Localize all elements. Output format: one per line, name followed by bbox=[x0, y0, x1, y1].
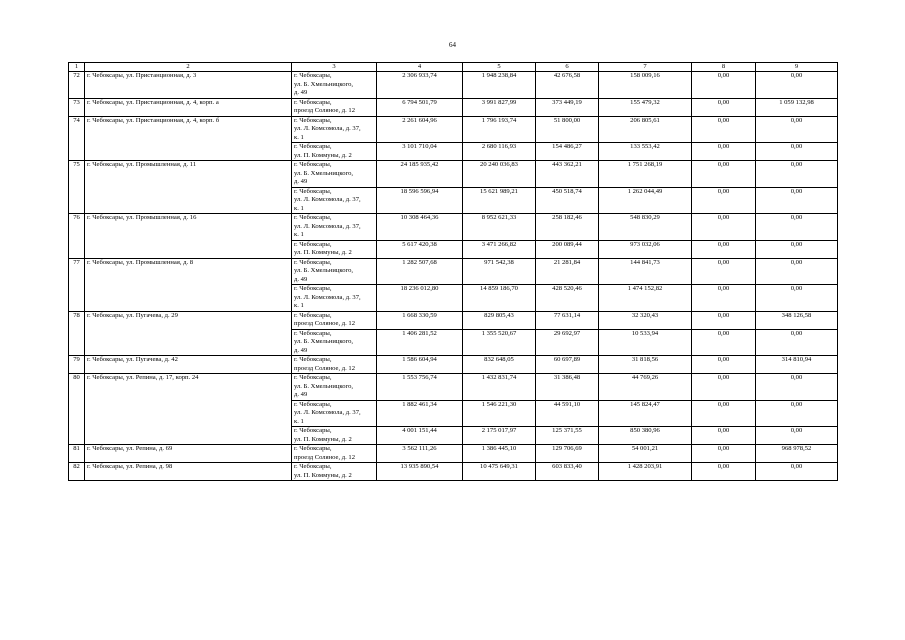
row-number: 76 bbox=[69, 214, 85, 259]
table-row bbox=[69, 116, 838, 143]
value-cell: 0,00 bbox=[692, 463, 756, 481]
value-cell: 443 362,21 bbox=[536, 161, 599, 188]
address-line: д. 49 bbox=[294, 391, 308, 398]
value-cell: 77 631,14 bbox=[536, 311, 599, 329]
address-line: г. Чебоксары, bbox=[294, 356, 332, 363]
value-cell: 0,00 bbox=[756, 143, 838, 161]
value-cell: 0,00 bbox=[756, 374, 838, 401]
table-row bbox=[69, 463, 838, 481]
value-cell: 1 406 281,52 bbox=[377, 329, 463, 356]
address-line: к. 1 bbox=[294, 133, 304, 141]
value-cell: 1 751 268,19 bbox=[599, 161, 692, 188]
value-cell: 0,00 bbox=[756, 427, 838, 445]
column-header: 2 bbox=[85, 63, 292, 72]
value-cell: 0,00 bbox=[692, 116, 756, 143]
row-number: 73 bbox=[69, 98, 85, 116]
address-line: ул. Л. Комсомола, д. 37, bbox=[294, 196, 361, 203]
value-cell: 1 948 238,84 bbox=[463, 72, 536, 99]
source-address bbox=[292, 463, 377, 481]
source-address bbox=[292, 427, 377, 445]
address-line: г. Чебоксары, bbox=[294, 427, 332, 434]
value-cell: 1 428 203,91 bbox=[599, 463, 692, 481]
table-row bbox=[69, 214, 838, 241]
address-line: к. 1 bbox=[294, 204, 304, 212]
value-cell: 44 591,10 bbox=[536, 400, 599, 427]
value-cell: 258 182,46 bbox=[536, 214, 599, 241]
value-cell: 1 546 221,30 bbox=[463, 400, 536, 427]
row-number: 72 bbox=[69, 72, 85, 99]
value-cell: 0,00 bbox=[692, 285, 756, 312]
value-cell: 206 805,61 bbox=[599, 116, 692, 143]
value-cell: 971 542,38 bbox=[463, 258, 536, 285]
source-address bbox=[292, 214, 377, 241]
value-cell: 125 371,55 bbox=[536, 427, 599, 445]
object-address: г. Чебоксары, ул. Пристанционная, д. 4, корп. а bbox=[85, 98, 292, 116]
address-line: г. Чебоксары, bbox=[294, 258, 332, 266]
value-cell: 0,00 bbox=[756, 463, 838, 481]
address-line: проезд Соляное, д. 12 bbox=[294, 107, 356, 114]
address-line: д. 49 bbox=[294, 275, 308, 283]
value-cell: 133 553,42 bbox=[599, 143, 692, 161]
value-cell: 1 059 132,98 bbox=[756, 98, 838, 116]
value-cell: 973 032,06 bbox=[599, 240, 692, 258]
value-cell: 0,00 bbox=[692, 400, 756, 427]
table-row bbox=[69, 374, 838, 401]
table-body bbox=[69, 63, 838, 481]
value-cell: 0,00 bbox=[692, 187, 756, 214]
value-cell: 60 697,89 bbox=[536, 356, 599, 374]
value-cell: 1 262 044,49 bbox=[599, 187, 692, 214]
value-cell: 548 830,29 bbox=[599, 214, 692, 241]
value-cell: 51 800,00 bbox=[536, 116, 599, 143]
value-cell: 155 479,32 bbox=[599, 98, 692, 116]
value-cell: 29 692,97 bbox=[536, 329, 599, 356]
object-address: г. Чебоксары, ул. Промышленная, д. 11 bbox=[85, 161, 292, 214]
object-address: г. Чебоксары, ул. Репина, д. 69 bbox=[85, 445, 292, 463]
value-cell: 18 236 012,80 bbox=[377, 285, 463, 312]
address-line: ул. Л. Комсомола, д. 37, bbox=[294, 293, 361, 301]
address-line: ул. Л. Комсомола, д. 37, bbox=[294, 125, 361, 132]
value-cell: 20 240 036,83 bbox=[463, 161, 536, 188]
value-cell: 3 471 266,82 bbox=[463, 240, 536, 258]
source-address bbox=[292, 356, 377, 374]
value-cell: 832 648,05 bbox=[463, 356, 536, 374]
value-cell: 145 824,47 bbox=[599, 400, 692, 427]
value-cell: 144 841,73 bbox=[599, 258, 692, 285]
object-address: г. Чебоксары, ул. Пугачева, д. 29 bbox=[85, 311, 292, 356]
source-address bbox=[292, 374, 377, 401]
value-cell: 6 794 501,79 bbox=[377, 98, 463, 116]
value-cell: 3 101 710,04 bbox=[377, 143, 463, 161]
value-cell: 0,00 bbox=[692, 258, 756, 285]
value-cell: 10 533,94 bbox=[599, 329, 692, 356]
value-cell: 0,00 bbox=[692, 311, 756, 329]
table-row bbox=[69, 161, 838, 188]
address-line: проезд Соляное, д. 12 bbox=[294, 320, 356, 327]
address-line: ул. Б. Хмельницкого, bbox=[294, 338, 354, 345]
address-line: ул. Б. Хмельницкого, bbox=[294, 267, 354, 274]
header-row bbox=[69, 63, 838, 72]
value-cell: 1 882 461,34 bbox=[377, 400, 463, 427]
value-cell: 1 586 604,94 bbox=[377, 356, 463, 374]
address-line: г. Чебоксары, bbox=[294, 98, 332, 106]
column-header: 4 bbox=[377, 63, 463, 72]
object-address: г. Чебоксары, ул. Пристанционная, д. 3 bbox=[85, 72, 292, 99]
value-cell: 428 520,46 bbox=[536, 285, 599, 312]
value-cell: 31 818,56 bbox=[599, 356, 692, 374]
value-cell: 10 475 649,31 bbox=[463, 463, 536, 481]
address-line: г. Чебоксары, bbox=[294, 400, 332, 408]
value-cell: 4 001 151,44 bbox=[377, 427, 463, 445]
value-cell: 31 386,48 bbox=[536, 374, 599, 401]
object-address: г. Чебоксары, ул. Промышленная, д. 8 bbox=[85, 258, 292, 311]
address-line: проезд Соляное, д. 12 bbox=[294, 364, 356, 372]
row-number: 79 bbox=[69, 356, 85, 374]
value-cell: 968 978,52 bbox=[756, 445, 838, 463]
table-row bbox=[69, 98, 838, 116]
value-cell: 450 518,74 bbox=[536, 187, 599, 214]
value-cell: 0,00 bbox=[756, 258, 838, 285]
address-line: ул. Б. Хмельницкого, bbox=[294, 80, 354, 88]
source-address bbox=[292, 72, 377, 99]
address-line: г. Чебоксары, bbox=[294, 311, 332, 319]
value-cell: 0,00 bbox=[692, 240, 756, 258]
address-line: ул. Л. Комсомола, д. 37, bbox=[294, 409, 361, 416]
object-address: г. Чебоксары, ул. Пристанционная, д. 4, корп. б bbox=[85, 116, 292, 161]
address-line: г. Чебоксары, bbox=[294, 161, 332, 168]
value-cell: 2 306 933,74 bbox=[377, 72, 463, 99]
address-line: г. Чебоксары, bbox=[294, 374, 332, 381]
value-cell: 603 833,40 bbox=[536, 463, 599, 481]
column-header: 5 bbox=[463, 63, 536, 72]
address-line: г. Чебоксары, bbox=[294, 143, 332, 150]
value-cell: 158 009,16 bbox=[599, 72, 692, 99]
address-line: г. Чебоксары, bbox=[294, 187, 332, 195]
value-cell: 0,00 bbox=[692, 356, 756, 374]
source-address bbox=[292, 311, 377, 329]
address-line: г. Чебоксары, bbox=[294, 72, 332, 79]
value-cell: 21 281,84 bbox=[536, 258, 599, 285]
source-address bbox=[292, 143, 377, 161]
value-cell: 44 769,26 bbox=[599, 374, 692, 401]
value-cell: 0,00 bbox=[692, 161, 756, 188]
value-cell: 10 308 464,36 bbox=[377, 214, 463, 241]
value-cell: 1 355 520,67 bbox=[463, 329, 536, 356]
value-cell: 32 320,43 bbox=[599, 311, 692, 329]
address-line: г. Чебоксары, bbox=[294, 285, 332, 292]
table-row bbox=[69, 356, 838, 374]
value-cell: 1 386 445,10 bbox=[463, 445, 536, 463]
value-cell: 0,00 bbox=[692, 98, 756, 116]
row-number: 80 bbox=[69, 374, 85, 445]
table-row bbox=[69, 258, 838, 285]
address-line: к. 1 bbox=[294, 417, 304, 425]
value-cell: 154 486,27 bbox=[536, 143, 599, 161]
source-address bbox=[292, 258, 377, 285]
address-line: ул. П. Коммуны, д. 2 bbox=[294, 151, 352, 159]
column-header: 1 bbox=[69, 63, 85, 72]
value-cell: 0,00 bbox=[692, 214, 756, 241]
value-cell: 129 706,69 bbox=[536, 445, 599, 463]
row-number: 82 bbox=[69, 463, 85, 481]
address-line: г. Чебоксары, bbox=[294, 240, 332, 248]
value-cell: 14 859 186,70 bbox=[463, 285, 536, 312]
value-cell: 0,00 bbox=[756, 400, 838, 427]
value-cell: 348 126,58 bbox=[756, 311, 838, 329]
source-address bbox=[292, 116, 377, 143]
value-cell: 42 676,58 bbox=[536, 72, 599, 99]
column-header: 9 bbox=[756, 63, 838, 72]
value-cell: 0,00 bbox=[756, 72, 838, 99]
value-cell: 13 935 890,54 bbox=[377, 463, 463, 481]
value-cell: 0,00 bbox=[756, 161, 838, 188]
address-line: г. Чебоксары, bbox=[294, 445, 332, 452]
address-line: г. Чебоксары, bbox=[294, 214, 332, 221]
row-number: 81 bbox=[69, 445, 85, 463]
value-cell: 1 282 507,68 bbox=[377, 258, 463, 285]
value-cell: 1 796 193,74 bbox=[463, 116, 536, 143]
address-line: д. 49 bbox=[294, 346, 308, 354]
source-address bbox=[292, 98, 377, 116]
value-cell: 0,00 bbox=[756, 187, 838, 214]
value-cell: 54 001,21 bbox=[599, 445, 692, 463]
value-cell: 1 474 152,82 bbox=[599, 285, 692, 312]
object-address: г. Чебоксары, ул. Пугачева, д. 42 bbox=[85, 356, 292, 374]
column-header: 3 bbox=[292, 63, 377, 72]
source-address bbox=[292, 240, 377, 258]
address-line: д. 49 bbox=[294, 178, 308, 185]
value-cell: 18 596 596,94 bbox=[377, 187, 463, 214]
value-cell: 0,00 bbox=[692, 374, 756, 401]
address-line: г. Чебоксары, bbox=[294, 463, 332, 470]
value-cell: 2 261 604,96 bbox=[377, 116, 463, 143]
value-cell: 0,00 bbox=[756, 329, 838, 356]
row-number: 77 bbox=[69, 258, 85, 311]
source-address bbox=[292, 400, 377, 427]
column-header: 8 bbox=[692, 63, 756, 72]
source-address bbox=[292, 329, 377, 356]
value-cell: 3 562 111,26 bbox=[377, 445, 463, 463]
address-line: ул. П. Коммуны, д. 2 bbox=[294, 249, 352, 256]
value-cell: 200 089,44 bbox=[536, 240, 599, 258]
value-cell: 0,00 bbox=[692, 329, 756, 356]
value-cell: 2 680 116,93 bbox=[463, 143, 536, 161]
value-cell: 1 668 330,59 bbox=[377, 311, 463, 329]
value-cell: 3 991 827,99 bbox=[463, 98, 536, 116]
value-cell: 314 810,94 bbox=[756, 356, 838, 374]
table-row bbox=[69, 72, 838, 99]
object-address: г. Чебоксары, ул. Промышленная, д. 16 bbox=[85, 214, 292, 259]
address-line: к. 1 bbox=[294, 302, 304, 309]
value-cell: 0,00 bbox=[756, 240, 838, 258]
value-cell: 0,00 bbox=[756, 285, 838, 312]
value-cell: 0,00 bbox=[756, 116, 838, 143]
address-line: ул. Л. Комсомола, д. 37, bbox=[294, 222, 361, 230]
address-line: г. Чебоксары, bbox=[294, 116, 332, 124]
data-table bbox=[68, 62, 838, 481]
page-number: 64 bbox=[449, 41, 456, 49]
address-line: ул. Б. Хмельницкого, bbox=[294, 382, 354, 390]
value-cell: 829 805,43 bbox=[463, 311, 536, 329]
table-row bbox=[69, 445, 838, 463]
address-line: ул. П. Коммуны, д. 2 bbox=[294, 471, 352, 479]
address-line: г. Чебоксары, bbox=[294, 329, 332, 337]
source-address bbox=[292, 187, 377, 214]
value-cell: 24 185 935,42 bbox=[377, 161, 463, 188]
object-address: г. Чебоксары, ул. Репина, д. 98 bbox=[85, 463, 292, 481]
value-cell: 373 449,19 bbox=[536, 98, 599, 116]
table-row bbox=[69, 311, 838, 329]
address-line: проезд Соляное, д. 12 bbox=[294, 453, 356, 461]
source-address bbox=[292, 285, 377, 312]
value-cell: 850 380,96 bbox=[599, 427, 692, 445]
value-cell: 1 432 831,74 bbox=[463, 374, 536, 401]
value-cell: 1 553 756,74 bbox=[377, 374, 463, 401]
value-cell: 5 617 420,38 bbox=[377, 240, 463, 258]
source-address bbox=[292, 445, 377, 463]
source-address bbox=[292, 161, 377, 188]
row-number: 74 bbox=[69, 116, 85, 161]
value-cell: 0,00 bbox=[692, 427, 756, 445]
column-header: 6 bbox=[536, 63, 599, 72]
column-header: 7 bbox=[599, 63, 692, 72]
value-cell: 0,00 bbox=[692, 72, 756, 99]
value-cell: 0,00 bbox=[692, 445, 756, 463]
address-line: ул. Б. Хмельницкого, bbox=[294, 169, 354, 177]
address-line: ул. П. Коммуны, д. 2 bbox=[294, 435, 352, 443]
row-number: 75 bbox=[69, 161, 85, 214]
value-cell: 0,00 bbox=[692, 143, 756, 161]
address-line: к. 1 bbox=[294, 231, 304, 238]
value-cell: 0,00 bbox=[756, 214, 838, 241]
row-number: 78 bbox=[69, 311, 85, 356]
value-cell: 8 952 621,33 bbox=[463, 214, 536, 241]
object-address: г. Чебоксары, ул. Репина, д. 17, корп. 24 bbox=[85, 374, 292, 445]
address-line: д. 49 bbox=[294, 89, 308, 96]
value-cell: 2 175 017,97 bbox=[463, 427, 536, 445]
value-cell: 15 621 989,21 bbox=[463, 187, 536, 214]
